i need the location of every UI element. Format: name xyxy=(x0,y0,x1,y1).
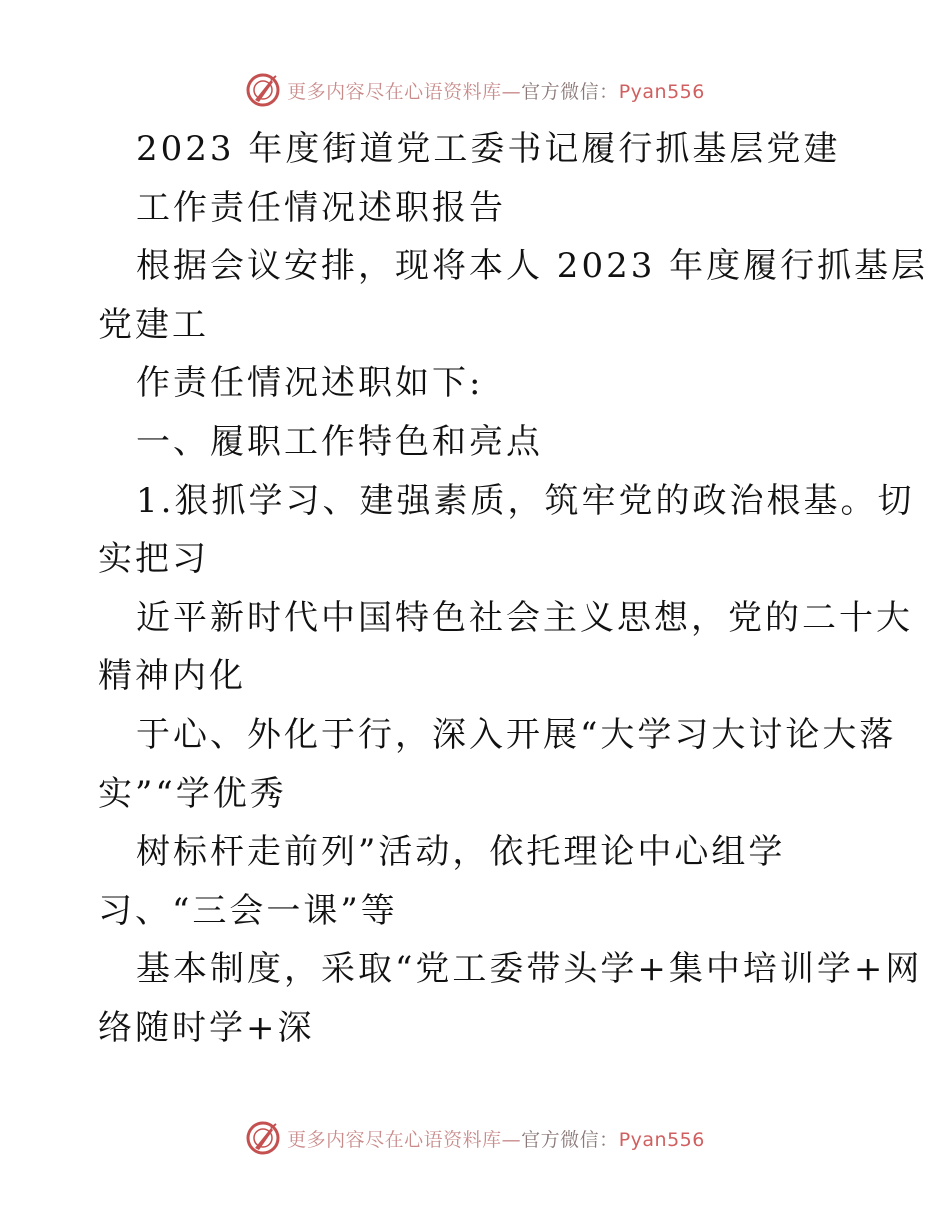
watermark-dash: — xyxy=(501,1128,522,1151)
watermark-text xyxy=(287,77,705,104)
text-line: 于心、外化于行，深入开展“大学习大讨论大落 xyxy=(136,714,897,755)
quill-logo-icon xyxy=(245,72,281,108)
section-heading: 一、履职工作特色和亮点 xyxy=(136,421,543,462)
doc-title-line-2: 工作责任情况述职报告 xyxy=(136,187,506,228)
text-line: 实”“学优秀 xyxy=(98,773,287,814)
text-line: 近平新时代中国特色社会主义思想，党的二十大 xyxy=(136,597,913,638)
watermark-wechat-id: Pyan556 xyxy=(618,80,705,103)
doc-title-line-1: 2023 年度街道党工委书记履行抓基层党建 xyxy=(136,129,841,169)
watermark-dash: — xyxy=(501,80,522,103)
watermark-header xyxy=(0,70,950,110)
text-line: 络随时学+深 xyxy=(98,1007,315,1048)
text-line: 作责任情况述职如下: xyxy=(136,363,484,404)
text-line: 精神内化 xyxy=(98,656,246,697)
watermark-wechat-label: 官方微信： xyxy=(521,80,619,103)
text-line: 根据会议安排，现将本人 2023 年度履行抓基层 xyxy=(136,246,929,287)
quill-logo-icon xyxy=(245,1120,281,1156)
text-line: 习、“三会一课”等 xyxy=(98,890,398,931)
watermark-wechat-id: Pyan556 xyxy=(618,1128,705,1151)
text-line: 党建工 xyxy=(98,304,209,345)
text-line: 实把习 xyxy=(98,539,209,580)
watermark-footer xyxy=(0,1118,950,1158)
watermark-site: 更多内容尽在心语资料库 xyxy=(287,1128,502,1151)
text-line: 1.狠抓学习、建强素质，筑牢党的政治根基。切 xyxy=(136,480,915,521)
text-line: 基本制度，采取“党工委带头学+集中培训学+网 xyxy=(136,949,923,990)
watermark-wechat-label: 官方微信： xyxy=(521,1128,619,1151)
watermark-site: 更多内容尽在心语资料库 xyxy=(287,80,502,103)
document-body xyxy=(98,120,929,1058)
watermark-text xyxy=(287,1125,705,1152)
text-line: 树标杆走前列”活动，依托理论中心组学 xyxy=(136,832,786,873)
